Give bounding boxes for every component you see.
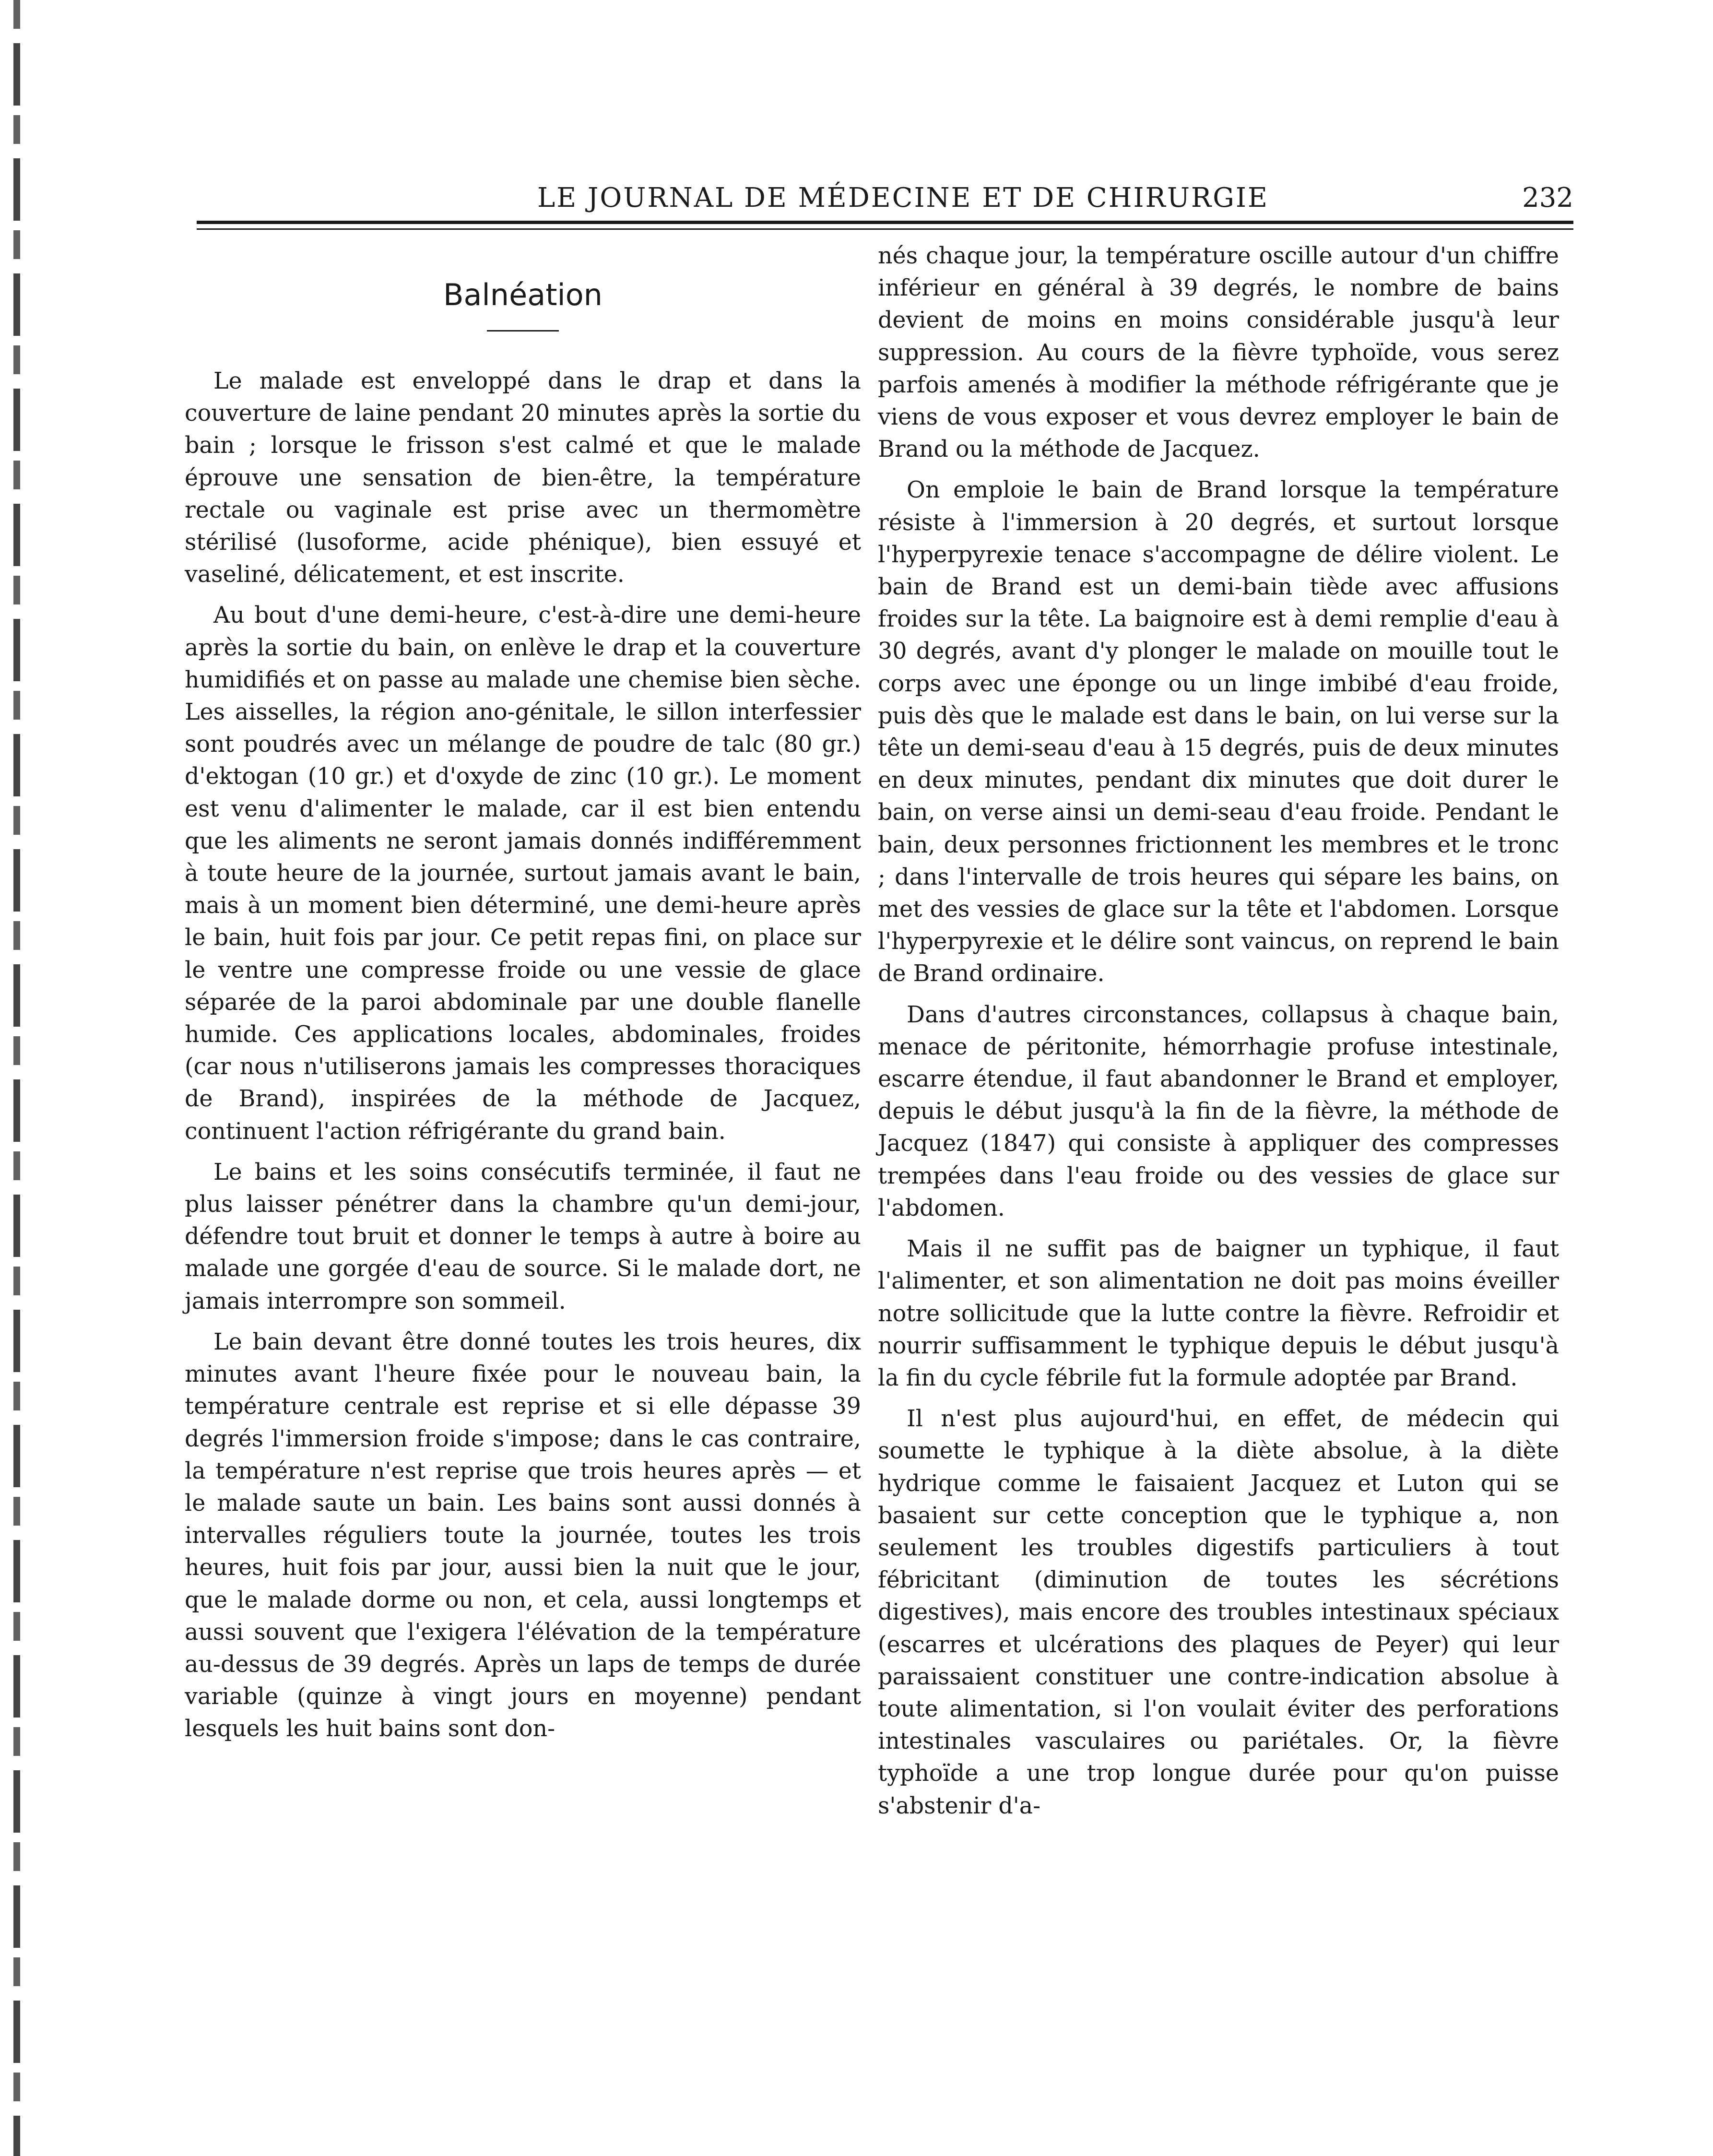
- paragraph: Le bain devant être donné toutes les trois heures, dix minutes avant l'heure fixée pour le nouveau bain, la température centrale est reprise et si elle dépasse 39 degrés l'immersion froide s'impose; dans le cas contraire, la température n'est reprise que trois heures après — et le malade saute un bain. Les bains sont aussi donnés à intervalles réguliers toute la journée, toutes les trois heures, huit fois par jour, aussi bien la nuit que le jour, que le malade dorme ou non, et cela, aussi longtemps et aussi souvent que l'exigera l'élévation de la température au-dessus de 39 degrés. Après un laps de temps de durée variable (quinze à vingt jours en moyenne) pendant lesquels les huit bains sont don-: [185, 1328, 861, 1742]
- section-title: Balnéation: [443, 277, 603, 312]
- paragraph: On emploie le bain de Brand lorsque la température résiste à l'immersion à 20 degrés, et surtout lorsque l'hyperpyrexie tenace s'accompagne de délire violent. Le bain de Brand est un demi-bain tiède avec affusions froides sur la tête. La baignoire est à demi remplie d'eau à 30 degrés, avant d'y plonger le malade on mouille tout le corps avec une éponge ou un linge imbibé d'eau froide, puis dès que le malade est dans le bain, on lui verse sur la tête un demi-seau d'eau à 15 degrés, puis de deux minutes en deux minutes, pendant dix minutes que doit durer le bain, on verse ainsi un demi-seau d'eau froide. Pendant le bain, deux personnes frictionnent les membres et le tronc ; dans l'intervalle de trois heures qui sépare les bains, on met des vessies de glace sur la tête et l'abdomen. Lorsque l'hyperpyrexie et le délire sont vaincus, on reprend le bain de Brand ordinaire.: [878, 477, 1559, 987]
- header-rule-thick: [197, 221, 1573, 224]
- left-column: [185, 240, 861, 1754]
- title-rule: [487, 330, 559, 332]
- paragraph: Le malade est enveloppé dans le drap et dans la couverture de laine pendant 20 minutes après la sortie du bain ; lorsque le frisson s'est calmé et que le malade éprouve une sensation de bien-être, la température rectale ou vaginale est prise avec un thermomètre stérilisé (lusoforme, acide phénique), bien essuyé et vaseliné, délicatement, et est inscrite.: [185, 368, 861, 588]
- paragraph-continued: nés chaque jour, la température oscille autour d'un chiffre inférieur en général à 39 degrés, le nombre de bains devient de moins en moins considérable jusqu'à leur suppression. Au cours de la fièvre typhoïde, vous serez parfois amenés à modifier la méthode réfrigérante que je viens de vous exposer et vous devrez employer le bain de Brand ou la méthode de Jacquez.: [878, 243, 1559, 463]
- paragraph: Dans d'autres circonstances, collapsus à chaque bain, menace de péritonite, hémorrhagie profuse intestinale, escarre étendue, il faut abandonner le Brand et employer, depuis le début jusqu'à la fin de la fièvre, la méthode de Jacquez (1847) qui consiste à appliquer des compresses trempées dans l'eau froide ou des vessies de glace sur l'abdomen.: [878, 1001, 1559, 1221]
- page-number: 232: [1522, 182, 1573, 213]
- header-rule-thin: [197, 228, 1573, 230]
- scan-edge-mark: [13, 0, 20, 2156]
- page-header: [197, 182, 1573, 216]
- paragraph: Au bout d'une demi-heure, c'est-à-dire une demi-heure après la sortie du bain, on enlève le drap et la couverture humidifiés et on passe au malade une chemise bien sèche. Les aisselles, la région ano-génitale, le sillon interfessier sont poudrés avec un mélange de poudre de talc (80 gr.) d'ektogan (10 gr.) et d'oxyde de zinc (10 gr.). Le moment est venu d'alimenter le malade, car il est bien entendu que les aliments ne seront jamais donnés indifféremment à toute heure de la journée, surtout jamais avant le bain, mais à un moment bien déterminé, une demi-heure après le bain, huit fois par jour. Ce petit repas fini, on place sur le ventre une compresse froide ou une vessie de glace séparée de la paroi abdominale par une double flanelle humide. Ces applications locales, abdominales, froides (car nous n'utiliserons jamais les compresses thoraciques de Brand), inspirées de la méthode de Jacquez, continuent l'action réfrigérante du grand bain.: [185, 602, 861, 1145]
- paragraph: Il n'est plus aujourd'hui, en effet, de médecin qui soumette le typhique à la diète absolue, à la diète hydrique comme le faisaient Jacquez et Luton qui se basaient sur cette conception que le typhique a, non seulement les troubles digestifs particuliers à tout fébricitant (diminution de toutes les sécrétions digestives), mais encore des troubles intestinaux spéciaux (escarres et ulcérations des plaques de Peyer) qui leur paraissaient constituer une contre-indication absolue à toute alimentation, si l'on voulait éviter des perforations intestinales vasculaires ou pariétales. Or, la fièvre typhoïde a une trop longue durée pour qu'on puisse s'abstenir d'a-: [878, 1406, 1559, 1819]
- paragraph: Le bains et les soins consécutifs terminée, il faut ne plus laisser pénétrer dans la chambre qu'un demi-jour, défendre tout bruit et donner le temps à autre à boire au malade une gorgée d'eau de source. Si le malade dort, ne jamais interrompre son sommeil.: [185, 1159, 861, 1315]
- paragraph: Mais il ne suffit pas de baigner un typhique, il faut l'alimenter, et son alimentation ne doit pas moins éveiller notre sollicitude que la lutte contre la fièvre. Refroidir et nourrir suffisamment le typhique depuis le début jusqu'à la fin du cycle fébrile fut la formule adoptée par Brand.: [878, 1236, 1559, 1391]
- right-column: [878, 240, 1559, 1831]
- running-title: LE JOURNAL DE MÉDECINE ET DE CHIRURGIE: [537, 182, 1269, 213]
